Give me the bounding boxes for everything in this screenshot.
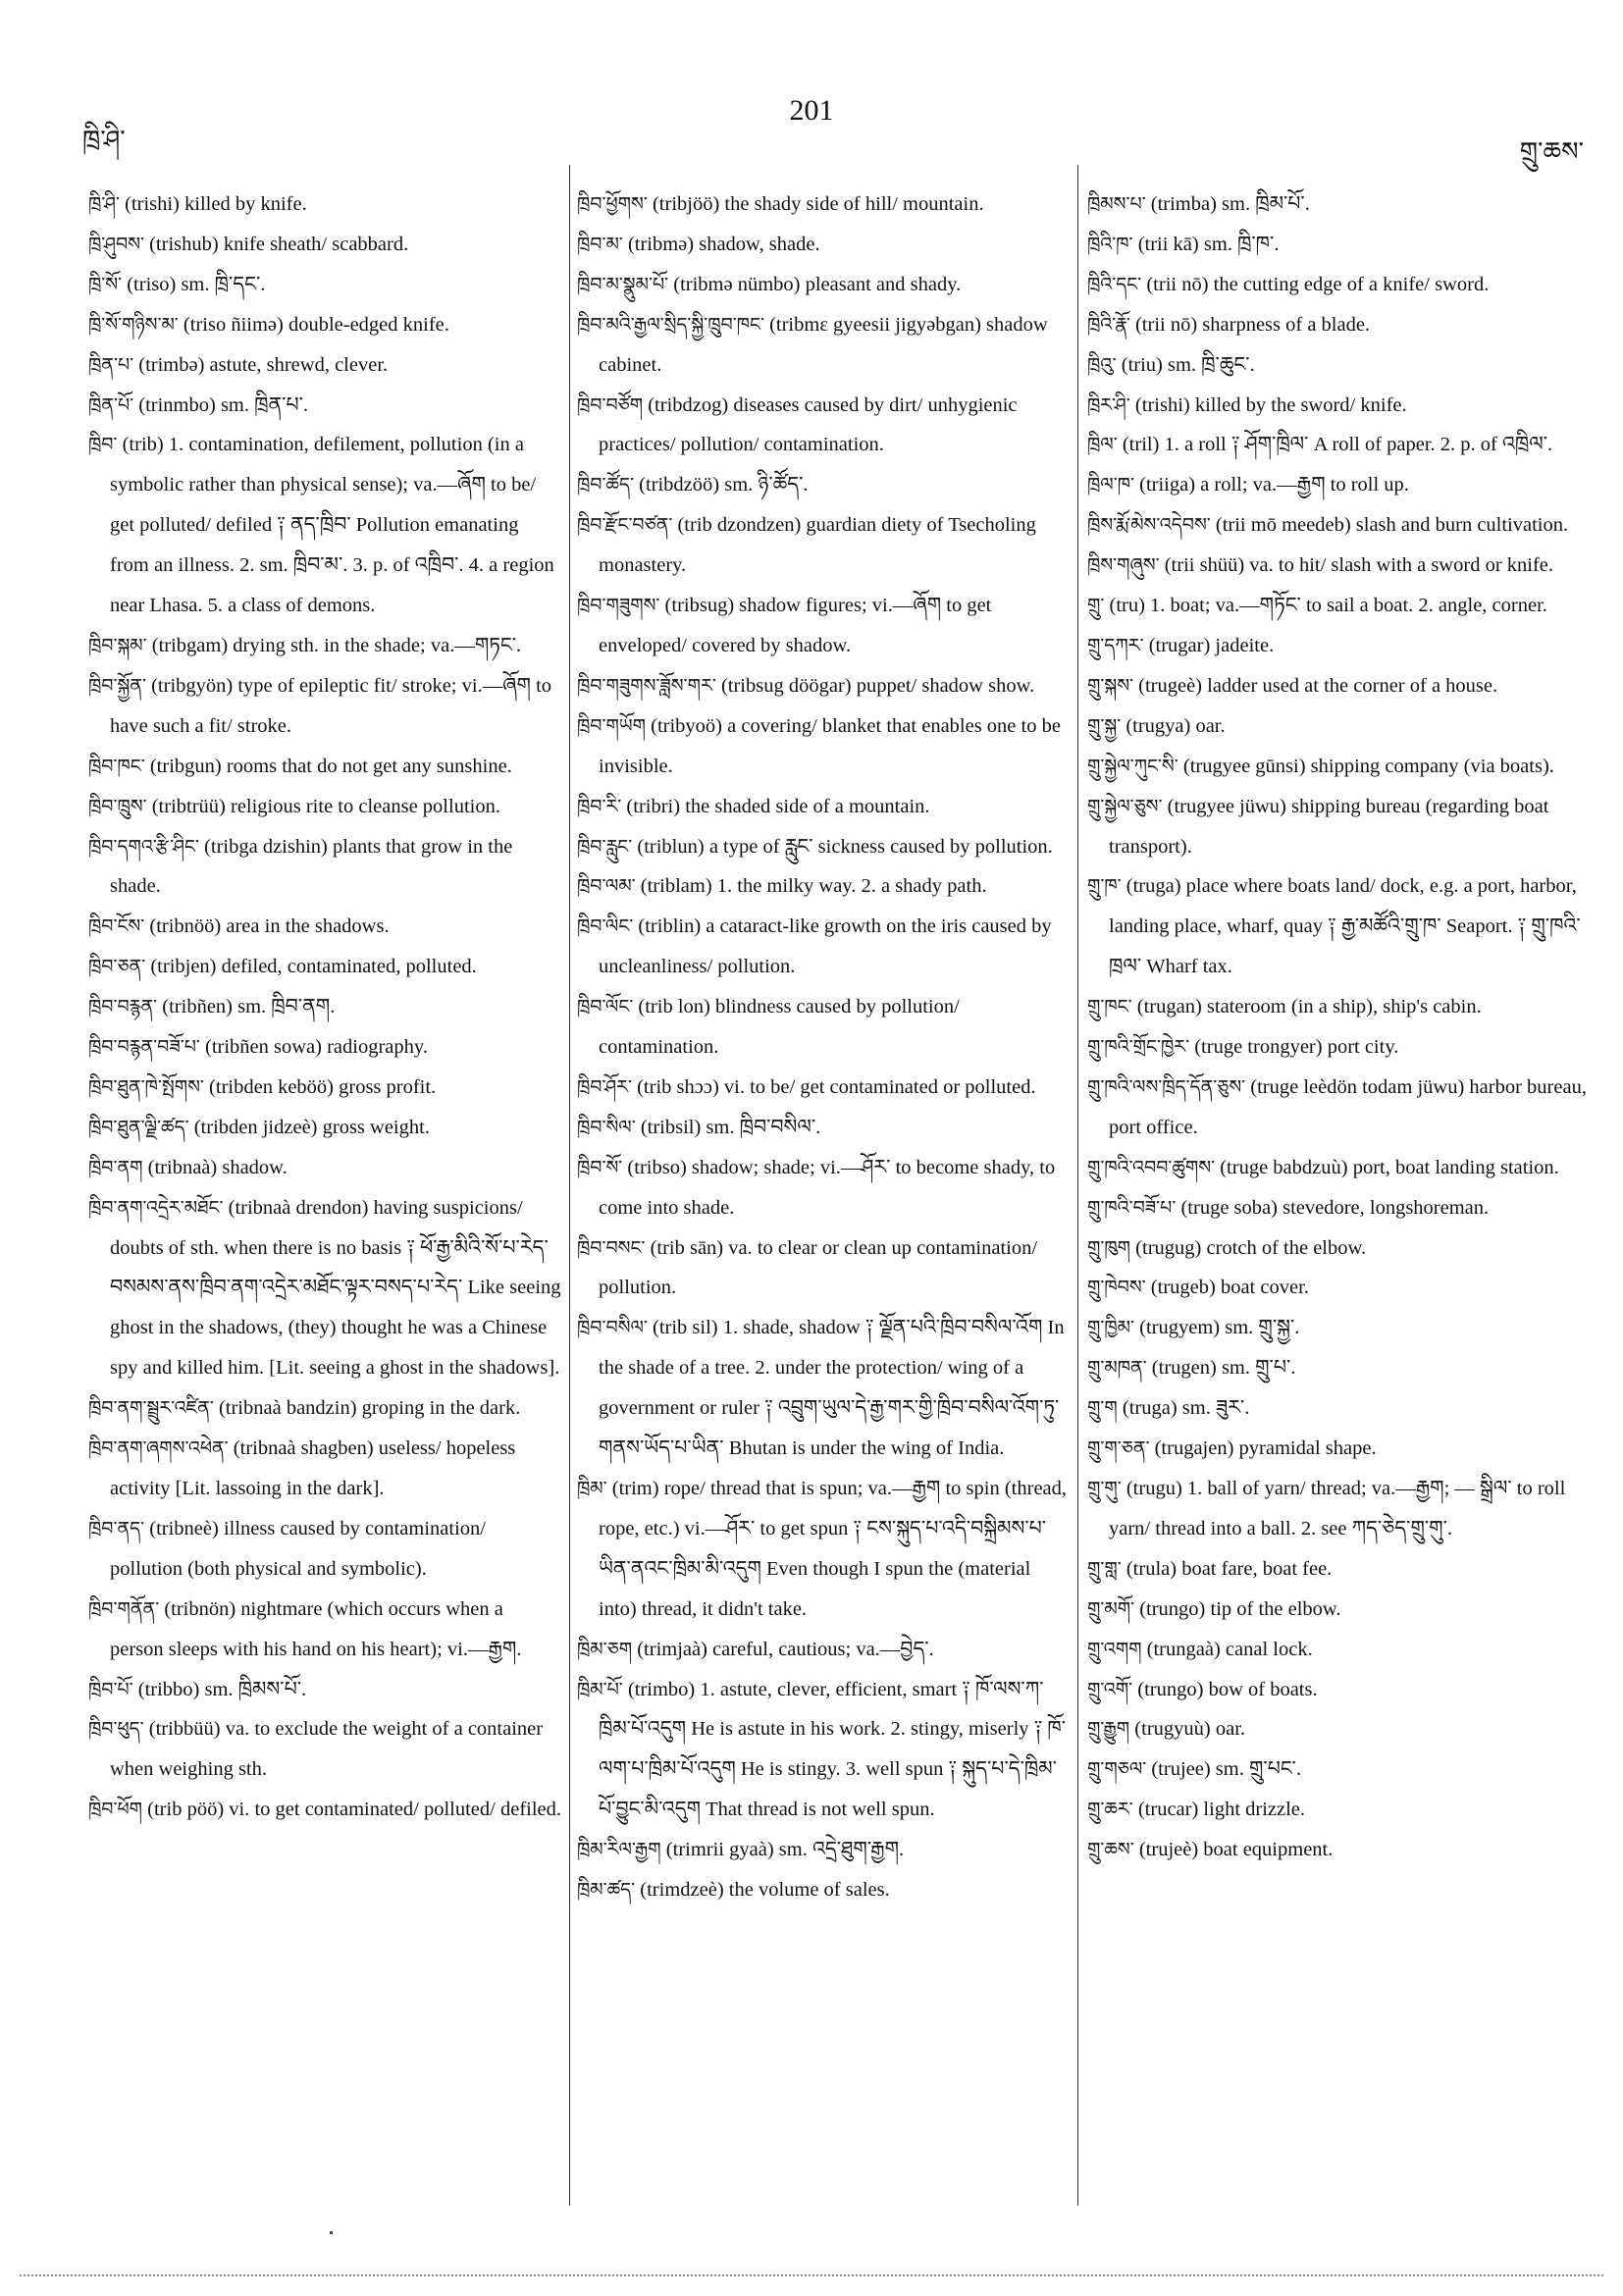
entry-definition: (trib lon) blindness caused by pollution/ contamination. xyxy=(599,996,960,1059)
dictionary-entry xyxy=(577,465,1068,505)
dictionary-entry xyxy=(88,747,561,787)
dictionary-entry xyxy=(577,827,1068,867)
entry-headword: ཁྲིར་ཤི་ xyxy=(1087,393,1130,416)
dictionary-entry xyxy=(577,265,1068,305)
dictionary-entry xyxy=(1087,425,1588,465)
dictionary-entry xyxy=(1087,1388,1588,1429)
entry-headword: ཁྲིབ་སྐྱོན་ xyxy=(88,674,146,697)
entry-headword: ཁྲིབ་ནག་སྦྲུར་འཛིན་ xyxy=(88,1397,214,1420)
entry-headword: གྲུ་ག xyxy=(1087,1397,1118,1420)
dictionary-entry xyxy=(88,1068,561,1108)
entry-definition: (trii mō meedeb) slash and burn cultivation. xyxy=(1210,514,1569,537)
dictionary-entry xyxy=(88,265,561,305)
entry-headword: གྲུ་ཁའི་བཟོ་པ་ xyxy=(1087,1196,1177,1219)
entry-definition: (tribjöö) the shady side of hill/ mountain. xyxy=(647,193,984,215)
entry-definition: (trugya) oar. xyxy=(1121,714,1226,737)
entry-headword: གྲུ་ཁུག xyxy=(1087,1236,1131,1259)
entry-definition: (trugyee gūnsi) shipping company (via boats). xyxy=(1178,755,1554,777)
entry-definition: (trishub) knife sheath/ scabbard. xyxy=(143,233,409,255)
dictionary-entry xyxy=(88,947,561,987)
entry-definition: (tribden jidzeè) gross weight. xyxy=(188,1116,430,1138)
entry-headword: ཁྲིབ་ཐུན་ལྗི་ཚད་ xyxy=(88,1116,189,1138)
entry-definition: (tribnaà drendon) having suspicions/ doubts of sth. when there is no basis ༑ ཕོ་རྒྱ་མིའི་སོ་པ་རེད་བསམས་ནས་ཁྲིབ་ནག་འདྲེར་མཐོང་ལྟར་བསད་པ་རེད་ Like seeing ghost in the shadows, (they) thought he was a Chinese spy and killed him. [Lit. seeing a ghost in the shadows]. xyxy=(110,1196,561,1380)
entry-definition: (tribri) the shaded side of a mountain. xyxy=(621,795,930,817)
entry-headword: ཁྲིལ་ xyxy=(1087,434,1118,456)
dictionary-entry xyxy=(1087,626,1588,666)
entry-definition: (trii shüü) va. to hit/ slash with a sword or knife. xyxy=(1159,554,1554,577)
entry-headword: ཁྲིབ་ཁྲུས་ xyxy=(88,795,147,817)
dictionary-entry xyxy=(577,1308,1068,1469)
entry-headword: ཁྲིབ་བསང་ xyxy=(577,1236,646,1259)
entry-definition: (tru) 1. boat; va.—གཏོང་ to sail a boat. 2. angle, corner. xyxy=(1104,595,1547,617)
entry-definition: (trugu) 1. ball of yarn/ thread; va.—རྒྱག; — སྒྲིལ་ to roll yarn/ thread into a ball. 2. see ཀད་ཅེད་གྲུ་གུ་. xyxy=(1109,1478,1566,1539)
dictionary-entry xyxy=(88,1188,561,1389)
dictionary-entry xyxy=(88,425,561,626)
entry-definition: (tribso) shadow; shade; vi.—ཤོར་ to become shady, to come into shade. xyxy=(599,1156,1056,1219)
entry-definition: (trishi) killed by knife. xyxy=(119,193,307,215)
entry-headword: གྲུ་གུ་ xyxy=(1087,1478,1122,1499)
entry-headword: ཁྲིབ་རླུང་ xyxy=(577,835,633,858)
entry-headword: ཁྲིམ་ xyxy=(577,1478,607,1499)
entry-definition: (tribmə) shadow, shade. xyxy=(622,233,820,255)
entry-definition: (trujeè) boat equipment. xyxy=(1133,1839,1334,1861)
dictionary-entry xyxy=(88,184,561,225)
entry-definition: (trimbə) astute, shrewd, clever. xyxy=(133,353,389,376)
dictionary-entry xyxy=(577,586,1068,666)
entry-headword: གྲུ་ཁའི་འབབ་ཚུགས་ xyxy=(1087,1156,1216,1178)
entry-headword: ཁྲིབ་ཕྱོགས་ xyxy=(577,193,648,215)
entry-definition: (trula) boat fare, boat fee. xyxy=(1121,1557,1333,1580)
entry-headword: གྲུ་ཁའི་ལས་ཁྲིད་དོན་ཅུས་ xyxy=(1087,1075,1246,1098)
entry-definition: (tribjen) defiled, contaminated, polluted. xyxy=(145,956,477,978)
entry-headword: ཁྲིབ་ཕོག xyxy=(88,1799,143,1821)
entry-headword: ཁྲིབ་དགའ་རྩི་ཤིང་ xyxy=(88,835,199,858)
dictionary-entry xyxy=(88,666,561,747)
entry-headword: ཁྲིབ་གནོན་ xyxy=(88,1597,160,1620)
entry-headword: གྲུ་རྒྱུག xyxy=(1087,1718,1130,1741)
entry-headword: ཁྲིས་རྨོ་མེས་འདེབས་ xyxy=(1087,514,1211,537)
entry-headword: ཁྲིབ་ནག་འདྲེར་མཐོང་ xyxy=(88,1196,224,1219)
entry-headword: ཁྲིབ་ xyxy=(88,434,118,456)
dictionary-entry xyxy=(577,1148,1068,1228)
entry-headword: གྲུ་གླ་ xyxy=(1087,1557,1122,1580)
entry-definition: (triblun) a type of རླུང་ sickness caused by pollution. xyxy=(632,835,1053,858)
entry-definition: (trugajen) pyramidal shape. xyxy=(1149,1437,1377,1460)
entry-headword: ཁྲིབ་མ་ xyxy=(577,233,623,255)
entry-headword: ཁྲིབ་མའི་རྒྱལ་སྲིད་སྐྱི་ཁྲུབ་ཁང་ xyxy=(577,313,764,336)
dictionary-entry xyxy=(88,1670,561,1710)
entry-headword: ཁྲིམ་ཚད་ xyxy=(577,1879,636,1902)
dictionary-entry xyxy=(1087,1268,1588,1308)
entry-headword: གྲུ་ཁ་ xyxy=(1087,875,1122,898)
dictionary-entry xyxy=(1087,184,1588,225)
entry-headword: ཁྲིབ་བརྙན་བཟོ་པ་ xyxy=(88,1036,200,1059)
entry-headword: གྲུ་གཅལ་ xyxy=(1087,1758,1147,1781)
entry-definition: (triso) sm. ཁྲི་དང་. xyxy=(122,273,266,295)
entry-definition: (triblin) a cataract-like growth on the iris caused by uncleanliness/ pollution. xyxy=(599,915,1052,978)
entry-definition: (trugyee jüwu) shipping bureau (regarding boat transport). xyxy=(1109,795,1549,858)
entry-definition: (tribñen) sm. ཁྲིབ་ནག. xyxy=(157,996,336,1018)
entry-headword: གྲུ་སྐས་ xyxy=(1087,674,1134,697)
column-divider xyxy=(1077,165,1078,2206)
entry-definition: (truge trongyer) port city. xyxy=(1189,1036,1399,1059)
entry-definition: (tribbo) sm. ཁྲིམས་པོ་. xyxy=(132,1678,307,1700)
dictionary-entry xyxy=(1087,1348,1588,1388)
dictionary-entry xyxy=(88,1388,561,1429)
entry-headword: ཁྲིའི་རྣོ་ xyxy=(1087,313,1130,336)
dictionary-entry xyxy=(1087,305,1588,345)
entry-headword: ཁྲིབ་ལིང་ xyxy=(577,915,634,938)
entry-definition: (trimbo) 1. astute, clever, efficient, smart ༑ ཁོ་ལས་ཀ་ཁྲིམ་པོ་འདུག He is astute in his work. 2. stingy, miserly ༑ ཁོ་ལག་པ་ཁྲིམ་པོ་འདུག He is stingy. 3. well spun ༑ སྐུད་པ་དེ་ཁྲིམ་པོ་བྱུང་མི་འདུག That thread is not well spun. xyxy=(599,1678,1067,1821)
entry-headword: གྲུ་ཆར་ xyxy=(1087,1799,1133,1821)
entry-definition: (trii nō) the cutting edge of a knife/ sword. xyxy=(1141,273,1490,295)
column-divider xyxy=(569,165,570,2206)
dictionary-entry xyxy=(88,1027,561,1068)
dictionary-entry xyxy=(88,787,561,827)
entry-headword: ཁྲིབ་པོ་ xyxy=(88,1678,133,1700)
dictionary-entry xyxy=(1087,465,1588,505)
entry-headword: ཁྲིལ་ཁ་ xyxy=(1087,474,1134,496)
dictionary-entry xyxy=(88,987,561,1027)
dictionary-entry xyxy=(577,1870,1068,1910)
dictionary-entry xyxy=(577,1108,1068,1148)
entry-definition: (tribsil) sm. ཁྲིབ་བསིལ་. xyxy=(635,1116,821,1138)
entry-headword: ཁྲིའི་ཁ་ xyxy=(1087,233,1133,255)
entry-headword: ཁྲིན་པོ་ xyxy=(88,393,134,416)
entry-headword: ཁྲིབ་ངོས་ xyxy=(88,915,145,938)
dictionary-entry xyxy=(1087,505,1588,546)
entry-definition: (trinmbo) sm. ཁྲིན་པ་. xyxy=(133,393,309,416)
dictionary-entry xyxy=(577,386,1068,466)
entry-headword: གྲུ་སྐྱེལ་ཀུང་སི་ xyxy=(1087,755,1178,777)
dictionary-entry xyxy=(1087,1549,1588,1590)
dictionary-entry xyxy=(577,787,1068,827)
dictionary-entry xyxy=(1087,265,1588,305)
entry-definition: (tribgun) rooms that do not get any sunshine. xyxy=(144,755,512,777)
entry-definition: (trucar) light drizzle. xyxy=(1132,1799,1306,1821)
entry-headword: ཁྲིམས་པ་ xyxy=(1087,193,1146,215)
entry-definition: (trugar) jadeite. xyxy=(1143,634,1275,656)
entry-definition: (trimrii gyaà) sm. འདྲེ་ཐུག་རྒྱག. xyxy=(660,1839,905,1861)
entry-definition: (trishi) killed by the sword/ knife. xyxy=(1129,393,1407,416)
page-header xyxy=(0,94,1623,166)
entry-definition: (truga) place where boats land/ dock, e.g. a port, harbor, landing place, wharf, quay ༑ རྒྱ་མཚོའི་གྲུ་ཁ་ Seaport. ༑ གྲུ་ཁའི་ཁྲལ་ Wharf tax. xyxy=(1109,875,1581,978)
dictionary-entry xyxy=(1087,1429,1588,1469)
entry-definition: (trii nō) sharpness of a blade. xyxy=(1129,313,1371,336)
entry-definition: (trugyuù) oar. xyxy=(1129,1718,1246,1741)
dictionary-entry xyxy=(577,225,1068,265)
entry-headword: ཁྲི་ཤི་ xyxy=(88,193,120,215)
entry-headword: ཁྲིབ་སྐམ་ xyxy=(88,634,147,656)
dictionary-entry xyxy=(1087,1148,1588,1188)
entry-headword: གྲུ་སྐྱེལ་ཅུས་ xyxy=(1087,795,1163,817)
dictionary-entry xyxy=(88,1709,561,1790)
entry-definition: (tribmɛ gyeesii jigyəbgan) shadow cabinet. xyxy=(599,313,1048,376)
entry-headword: ཁྲིབ་བརྙན་ xyxy=(88,996,158,1018)
dictionary-entry xyxy=(577,866,1068,907)
dictionary-entry xyxy=(88,907,561,947)
entry-definition: (triiga) a roll; va.—རྒྱག to roll up. xyxy=(1134,474,1409,496)
entry-definition: (trugan) stateroom (in a ship), ship's cabin. xyxy=(1131,996,1482,1018)
entry-headword: ཁྲིབ་གཟུགས་ཟློས་གར་ xyxy=(577,674,716,697)
dictionary-entry xyxy=(577,706,1068,787)
scan-edge-dots xyxy=(20,2274,1603,2276)
entry-headword: ཁྲིབ་སིལ་ xyxy=(577,1116,636,1138)
entry-definition: (triso ñiimə) double-edged knife. xyxy=(178,313,449,336)
dictionary-entry xyxy=(88,827,561,908)
dictionary-entry xyxy=(1087,866,1588,987)
entry-definition: (trugen) sm. གྲུ་པ་. xyxy=(1146,1357,1296,1380)
dictionary-entry xyxy=(577,305,1068,386)
dictionary-entry xyxy=(1087,1790,1588,1830)
entry-definition: (trim) rope/ thread that is spun; va.—རྒྱག to spin (thread, rope, etc.) vi.—ཤོར་ to get spun ༑ ངས་སྐུད་པ་འདི་བསྐྲིམས་པ་ཡིན་ནའང་ཁྲིམ་མི་འདུག Even though I spun the (material into) thread, it didn't take. xyxy=(599,1478,1068,1620)
entry-headword: ཁྲིབ་གཡོག xyxy=(577,714,646,737)
dictionary-entry xyxy=(1087,225,1588,265)
entry-definition: (trimjaà) careful, cautious; va.—བྱེད་. xyxy=(632,1638,934,1660)
entry-definition: (trugeb) boat cover. xyxy=(1145,1277,1309,1299)
entry-headword: ཁྲིའུ་ xyxy=(1087,353,1117,376)
entry-headword: གྲུ་ཆས་ xyxy=(1087,1839,1134,1861)
dictionary-entry xyxy=(1087,987,1588,1027)
entry-definition: (truge soba) stevedore, longshoreman. xyxy=(1176,1196,1490,1219)
entry-definition: (tribmə nümbo) pleasant and shady. xyxy=(668,273,962,295)
dictionary-entry xyxy=(88,626,561,666)
entry-headword: ཁྲིབ་ནད་ xyxy=(88,1517,145,1539)
entry-definition: (tribbüü) va. to exclude the weight of a container when weighing sth. xyxy=(110,1718,544,1781)
dictionary-entry xyxy=(577,1830,1068,1870)
entry-headword: གྲུ་འགོ་ xyxy=(1087,1678,1133,1700)
entry-headword: གྲུ་ཁའི་གྲོང་ཁྱེར་ xyxy=(1087,1036,1190,1059)
entry-headword: ཁྲིམ་རིལ་རྒྱག xyxy=(577,1839,661,1861)
entry-headword: ཁྲིབ་ལོང་ xyxy=(577,996,634,1018)
entry-definition: (trungo) tip of the elbow. xyxy=(1134,1597,1341,1620)
entry-headword: ཁྲིབ་སོ་ xyxy=(577,1156,623,1178)
entry-headword: གྲུ་ xyxy=(1087,595,1105,617)
entry-definition: (tribnön) nightmare (which occurs when a person sleeps with his hand on his heart); vi.—རྒྱག. xyxy=(110,1597,522,1660)
dictionary-entry xyxy=(1087,1068,1588,1148)
dictionary-entry xyxy=(1087,1228,1588,1269)
dictionary-entry xyxy=(1087,1749,1588,1790)
dictionary-entry xyxy=(88,305,561,345)
dictionary-entry xyxy=(1087,1308,1588,1348)
entry-definition: (tribnaà bandzin) groping in the dark. xyxy=(213,1397,521,1420)
entry-definition: (truge leèdön todam jüwu) harbor bureau, port office. xyxy=(1109,1075,1587,1138)
dictionary-entry xyxy=(1087,706,1588,747)
entry-headword: ཁྲིམ་པོ་ xyxy=(577,1678,623,1700)
dictionary-entry xyxy=(577,1630,1068,1670)
entry-definition: (tribden keböö) gross profit. xyxy=(203,1075,437,1098)
entry-definition: (trib pöö) vi. to get contaminated/ polluted/ defiled. xyxy=(142,1799,562,1821)
entry-headword: ཁྲིབ་ལམ་ xyxy=(577,875,636,898)
dictionary-entry xyxy=(1087,345,1588,386)
entry-headword: ཁྲིབ་རི་ xyxy=(577,795,622,817)
entry-definition: (tribgyön) type of epileptic fit/ stroke; vi.—ཞོག to have such a fit/ stroke. xyxy=(110,674,552,737)
dictionary-entry xyxy=(88,1590,561,1670)
dictionary-entry xyxy=(577,666,1068,706)
entry-definition: (tribga dzishin) plants that grow in the shade. xyxy=(110,835,513,898)
entry-definition: (truge babdzuù) port, boat landing station. xyxy=(1215,1156,1559,1178)
dictionary-entry xyxy=(88,386,561,426)
entry-definition: (tribsug döögar) puppet/ shadow show. xyxy=(715,674,1035,697)
dictionary-column-3 xyxy=(1087,184,1588,1870)
entry-headword: གྲུ་མགོ་ xyxy=(1087,1597,1135,1620)
entry-headword: གྲུ་ག་ཅན་ xyxy=(1087,1437,1150,1460)
entry-headword: ཁྲིབ་གཟུགས་ xyxy=(577,595,660,617)
entry-headword: ཁྲིབ་མ་སྣུམ་པོ་ xyxy=(577,273,669,295)
entry-definition: (trimdzeè) the volume of sales. xyxy=(635,1879,890,1902)
dictionary-entry xyxy=(1087,1027,1588,1068)
entry-definition: (truga) sm. ཟུར་. xyxy=(1117,1397,1250,1420)
entry-definition: (trungo) bow of boats. xyxy=(1132,1678,1318,1700)
entry-definition: (trungaà) canal lock. xyxy=(1141,1638,1313,1660)
entry-definition: (tribñen sowa) radiography. xyxy=(199,1036,428,1059)
entry-headword: ཁྲིབ་བསིལ་ xyxy=(577,1317,648,1339)
entry-definition: (trugyem) sm. གྲུ་སྐྱ་. xyxy=(1134,1317,1300,1339)
entry-definition: (trujee) sm. གྲུ་པང་. xyxy=(1146,1758,1302,1781)
dictionary-column-1 xyxy=(88,184,561,1830)
entry-headword: ཁྲིབ་ནག xyxy=(88,1156,143,1178)
entry-headword: ཁྲིབ་ནག་ཞགས་འཕེན་ xyxy=(88,1437,229,1460)
dictionary-entry xyxy=(1087,666,1588,706)
entry-definition: (triblam) 1. the milky way. 2. a shady path. xyxy=(635,875,987,898)
entry-headword: ཁྲིབ་ཅན་ xyxy=(88,956,146,978)
dictionary-entry xyxy=(88,225,561,265)
entry-definition: (triu) sm. ཁྲི་ཆུང་. xyxy=(1116,353,1255,376)
dictionary-entry xyxy=(88,1148,561,1188)
entry-definition: (tribtrüü) religious rite to cleanse pollution. xyxy=(146,795,500,817)
dictionary-entry xyxy=(1087,1188,1588,1228)
dictionary-entry xyxy=(1087,1469,1588,1549)
dictionary-entry xyxy=(1087,1670,1588,1710)
dictionary-entry xyxy=(577,907,1068,987)
entry-headword: གྲུ་དཀར་ xyxy=(1087,634,1144,656)
entry-headword: གྲུ་ཁང་ xyxy=(1087,996,1132,1018)
entry-definition: (tribnaà shagben) useless/ hopeless activity [Lit. lassoing in the dark]. xyxy=(110,1437,516,1499)
dictionary-entry xyxy=(577,1469,1068,1630)
entry-definition: (tribdzöö) sm. ཉི་ཚོད་. xyxy=(634,474,809,496)
dictionary-entry xyxy=(88,1429,561,1509)
entry-definition: (trib sān) va. to clear or clean up contamination/ pollution. xyxy=(599,1236,1038,1299)
dictionary-entry xyxy=(1087,546,1588,586)
entry-headword: ཁྲིབ་ཐུན་ཁེ་སྤོགས་ xyxy=(88,1075,204,1098)
entry-headword: ཁྲིན་པ་ xyxy=(88,353,134,376)
dictionary-entry xyxy=(1087,787,1588,867)
dictionary-entry xyxy=(577,1068,1068,1108)
entry-definition: (tribneè) illness caused by contamination/ pollution (both physical and symbolic). xyxy=(110,1517,486,1580)
entry-definition: (trugeè) ladder used at the corner of a house. xyxy=(1133,674,1498,697)
entry-definition: (tribnöö) area in the shadows. xyxy=(144,915,390,938)
entry-headword: ཁྲིབ་ཕུད་ xyxy=(88,1718,144,1741)
entry-headword: ཁྲིས་གཞུས་ xyxy=(1087,554,1160,577)
dictionary-entry xyxy=(1087,1630,1588,1670)
entry-headword: གྲུ་མཁན་ xyxy=(1087,1357,1147,1380)
dictionary-entry xyxy=(1087,586,1588,626)
entry-definition: (trii kā) sm. ཁྲི་ཁ་. xyxy=(1132,233,1280,255)
entry-headword: ཁྲི་ཤུབས་ xyxy=(88,233,144,255)
entry-definition: (trugug) crotch of the elbow. xyxy=(1130,1236,1367,1259)
dictionary-entry xyxy=(1087,1709,1588,1749)
entry-headword: ཁྲིབ་ཁང་ xyxy=(88,755,145,777)
dictionary-entry xyxy=(577,505,1068,586)
guide-word-left: ཁྲི་ཤི་ xyxy=(82,126,126,154)
entry-headword: ཁྲིབ་ཚོད་ xyxy=(577,474,634,496)
entry-definition: (tribyoö) a covering/ blanket that enables one to be invisible. xyxy=(599,714,1061,777)
scan-speck xyxy=(330,2231,333,2234)
entry-headword: ཁྲིབ་བཙོག xyxy=(577,393,644,416)
entry-headword: ཁྲིབ་རྫོང་བཙན་ xyxy=(577,514,673,537)
entry-headword: གྲུ་འགག xyxy=(1087,1638,1142,1660)
entry-headword: གྲུ་ཁེབས་ xyxy=(1087,1277,1146,1299)
entry-definition: (tribdzog) diseases caused by dirt/ unhygienic practices/ pollution/ contamination. xyxy=(599,393,1018,456)
entry-definition: (trib dzondzen) guardian diety of Tsecholing monastery. xyxy=(599,514,1036,577)
entry-headword: གྲུ་ཁྱིམ་ xyxy=(1087,1317,1134,1339)
entry-definition: (trib shɔɔ) vi. to be/ get contaminated or polluted. xyxy=(631,1075,1036,1098)
entry-headword: ཁྲི་སོ་གཉིས་མ་ xyxy=(88,313,179,336)
entry-headword: གྲུ་སྐྱ་ xyxy=(1087,714,1122,737)
entry-definition: (tril) 1. a roll ༑ ཤོག་ཁྲིལ་ A roll of paper. 2. p. of འཁྲིལ་. xyxy=(1117,434,1553,456)
dictionary-entry xyxy=(88,1509,561,1590)
dictionary-entry xyxy=(1087,1830,1588,1870)
dictionary-entry xyxy=(577,987,1068,1068)
dictionary-entry xyxy=(1087,386,1588,426)
dictionary-entry xyxy=(88,345,561,386)
entry-definition: (trimba) sm. ཁྲིམ་པོ་. xyxy=(1145,193,1310,215)
dictionary-entry xyxy=(88,1790,561,1830)
entry-definition: (tribgam) drying sth. in the shade; va.—གཏང་. xyxy=(146,634,522,656)
entry-definition: (trib sil) 1. shade, shadow ༑ ལྗོན་པའི་ཁྲིབ་བསིལ་འོག In the shade of a tree. 2. under the protection/ wing of a government or ruler ༑ འབྲུག་ཡུལ་དེ་རྒྱ་གར་གྱི་ཁྲིབ་བསིལ་འོག་ཏུ་གནས་ཡོད་པ་ཡིན་ Bhutan is under the wing of India. xyxy=(599,1317,1065,1460)
dictionary-entry xyxy=(1087,747,1588,787)
entry-headword: ཁྲི་སོ་ xyxy=(88,273,123,295)
entry-definition: (tribsug) shadow figures; vi.—ཞོག to get enveloped/ covered by shadow. xyxy=(599,595,992,656)
dictionary-entry xyxy=(577,1228,1068,1309)
dictionary-entry xyxy=(577,184,1068,225)
dictionary-entry xyxy=(88,1108,561,1148)
dictionary-column-2 xyxy=(577,184,1068,1910)
guide-word-right: གྲུ་ཆས་ xyxy=(1519,137,1584,166)
entry-headword: ཁྲིམ་ཅག xyxy=(577,1638,633,1660)
entry-headword: ཁྲིབ་ཤོར་ xyxy=(577,1075,632,1098)
page-number: 201 xyxy=(789,94,834,127)
entry-headword: ཁྲིའི་དང་ xyxy=(1087,273,1142,295)
entry-definition: (trib) 1. contamination, defilement, pollution (in a symbolic rather than physical sense); va.—ཞོག to be/ get polluted/ defiled ༑ ནད་ཁྲིབ་ Pollution emanating from an illness. 2. sm. ཁྲིབ་མ་. 3. p. of འཁྲིབ་. 4. a region near Lhasa. 5. a class of demons. xyxy=(110,434,554,617)
entry-definition: (tribnaà) shadow. xyxy=(142,1156,288,1178)
dictionary-entry xyxy=(1087,1590,1588,1630)
dictionary-entry xyxy=(577,1670,1068,1831)
